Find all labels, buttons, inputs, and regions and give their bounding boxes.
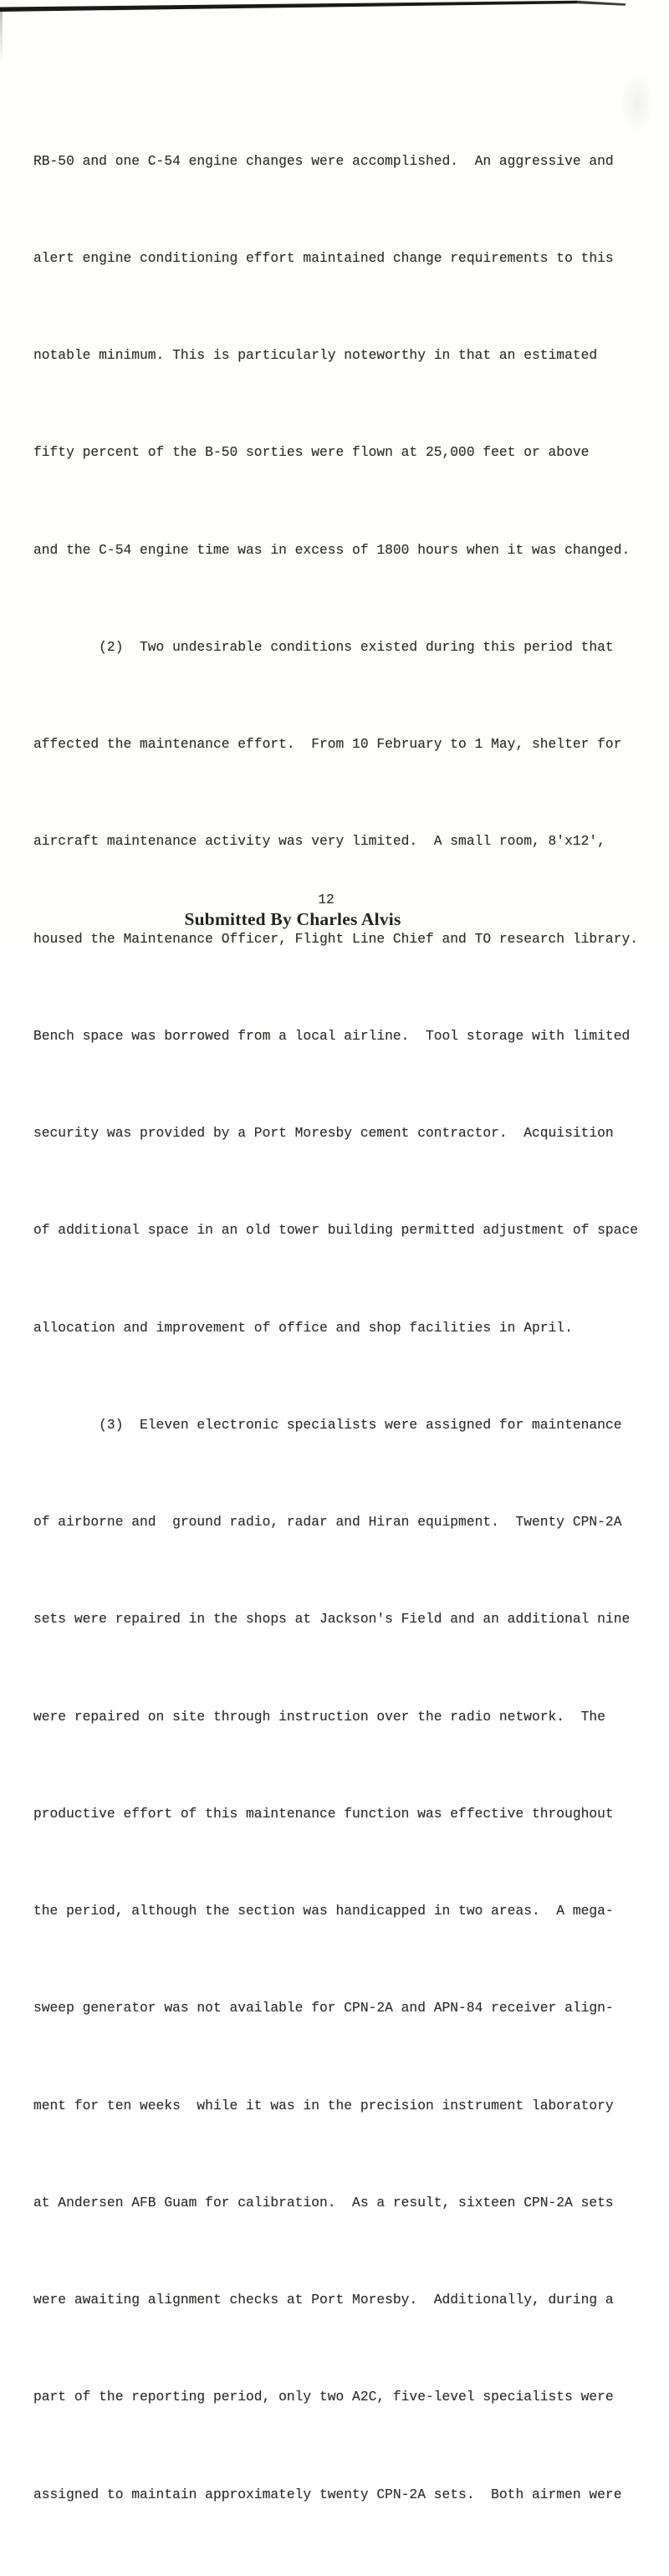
text-line: assigned to maintain approximately twenty CPN-2A sets. Both airmen were: [33, 2486, 622, 2502]
text-line: allocation and improvement of office and shop facilities in April.: [33, 1319, 573, 1336]
text-line: of additional space in an old tower building permitted adjustment of space: [33, 1222, 639, 1239]
text-line: part of the reporting period, only two A2C, five-level specialists were: [33, 2389, 614, 2405]
text-line-paragraph-2-start: (2) Two undesirable conditions existed during this period that: [33, 638, 614, 655]
text-line-paragraph-3-start: (3) Eleven electronic specialists were assigned for maintenance: [33, 1416, 622, 1433]
text-line: alert engine conditioning effort maintained change requirements to this: [33, 249, 614, 266]
page-number: 12: [318, 892, 334, 907]
scan-edge-line: [0, 0, 669, 15]
text-line: and the C-54 engine time was in excess of 1800 hours when it was changed.: [33, 541, 631, 558]
text-line: sets were repaired in the shops at Jackson's Field and an additional nine: [33, 1611, 631, 1628]
text-line: affected the maintenance effort. From 10 February to 1 May, shelter for: [33, 736, 622, 752]
attribution-stamp: Submitted By Charles Alvis: [184, 909, 401, 929]
text-line: were awaiting alignment checks at Port Moresby. Additionally, during a: [33, 2292, 614, 2308]
text-line: notable minimum. This is particularly noteworthy in that an estimated: [33, 347, 598, 363]
text-line: aircraft maintenance activity was very limited. A small room, 8'x12',: [33, 833, 605, 850]
text-line: sweep generator was not available for CPN-2A and APN-84 receiver align-: [33, 2000, 614, 2016]
text-line: housed the Maintenance Officer, Flight Line Chief and TO research library.: [33, 930, 639, 947]
typed-body-text: [33, 80, 669, 2576]
text-line: productive effort of this maintenance function was effective throughout: [33, 1805, 614, 1822]
text-line: of airborne and ground radio, radar and Hiran equipment. Twenty CPN-2A: [33, 1514, 622, 1530]
text-line: RB-50 and one C-54 engine changes were accomplished. An aggressive and: [33, 152, 614, 169]
text-line: Bench space was borrowed from a local airline. Tool storage with limited: [33, 1027, 631, 1044]
text-line: at Andersen AFB Guam for calibration. As a result, sixteen CPN-2A sets: [33, 2194, 614, 2211]
text-line: fifty percent of the B-50 sorties were flown at 25,000 feet or above: [33, 444, 590, 461]
text-line: the period, although the section was handicapped in two areas. A mega-: [33, 1903, 614, 1919]
scan-smudge-left: [0, 12, 3, 62]
text-line: security was provided by a Port Moresby cement contractor. Acquisition: [33, 1125, 614, 1141]
text-line: were repaired on site through instruction over the radio network. The: [33, 1708, 605, 1725]
text-line: ment for ten weeks while it was in the precision instrument laboratory: [33, 2097, 614, 2113]
